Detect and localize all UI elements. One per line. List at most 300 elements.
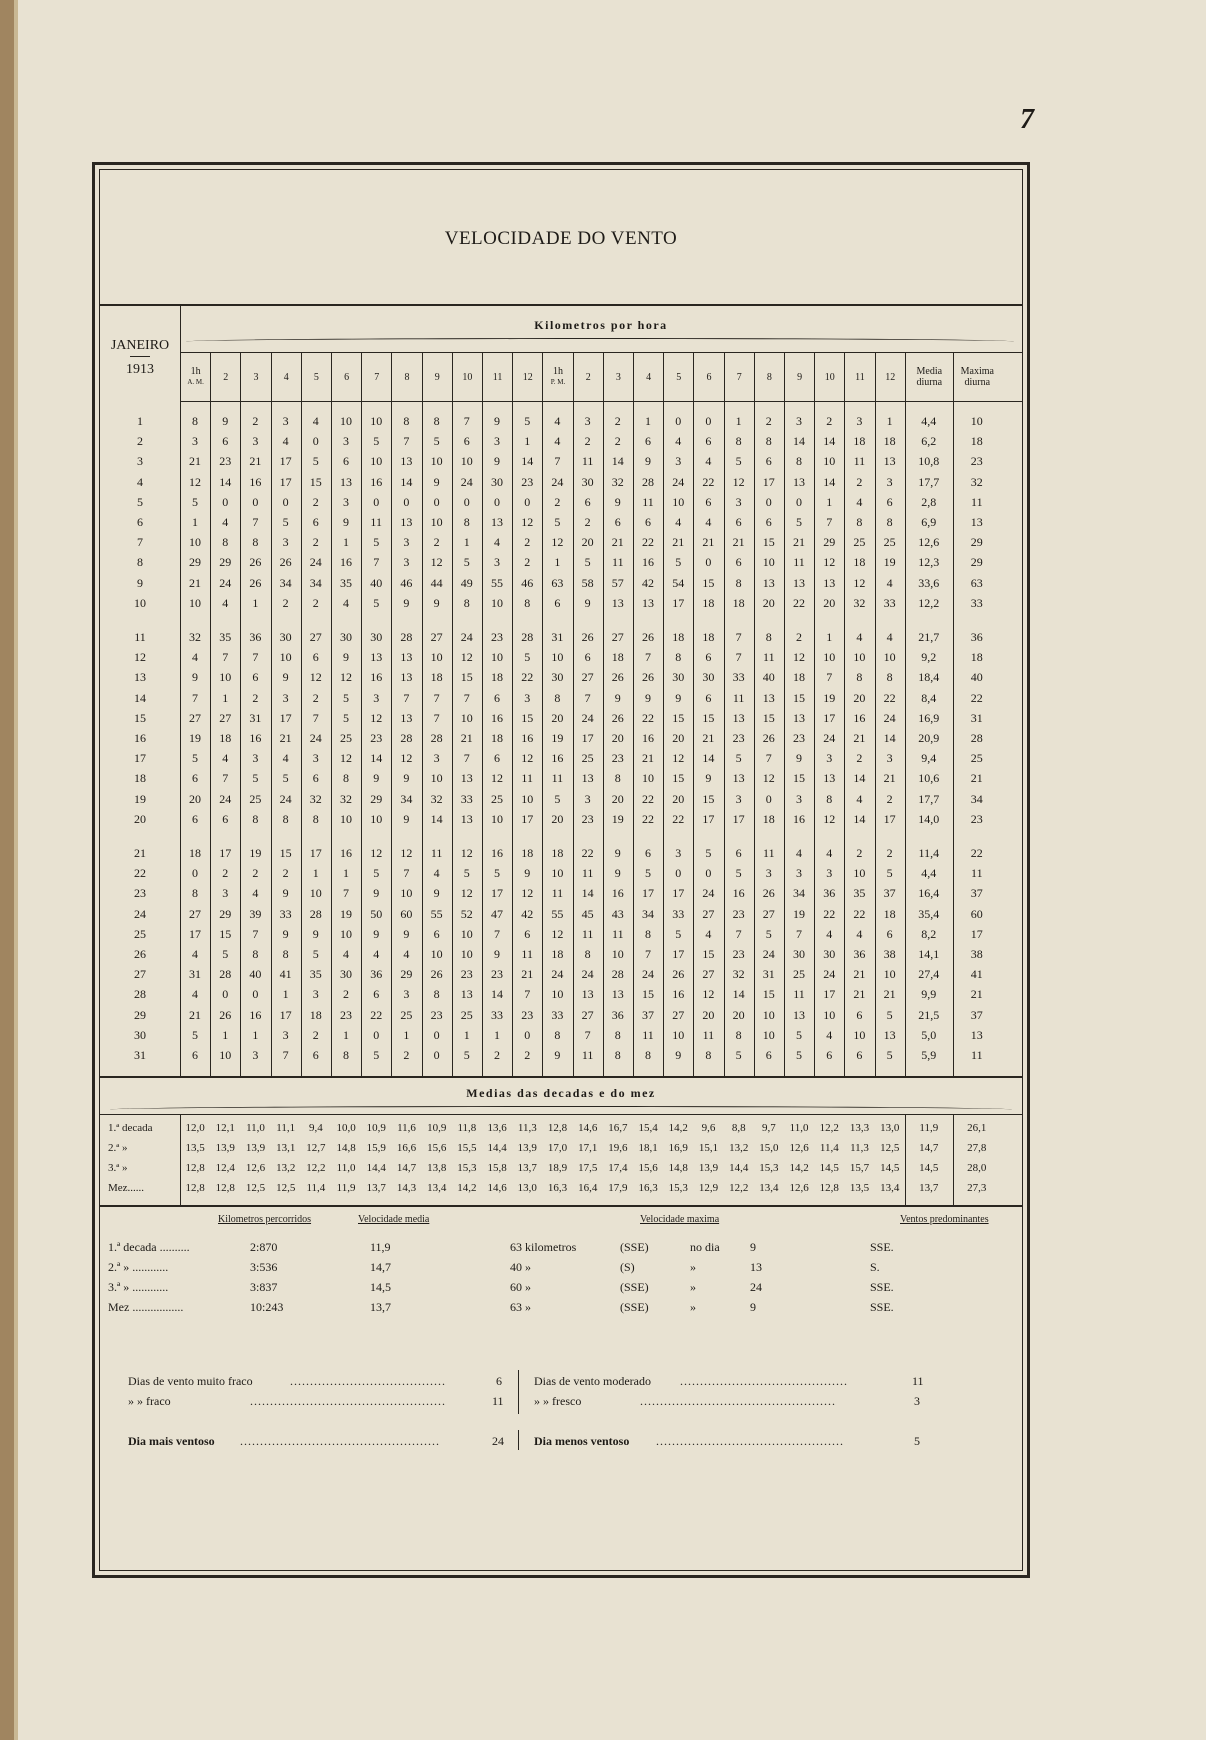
- hour-value: 17: [279, 1007, 292, 1022]
- day-label: 27: [134, 967, 146, 982]
- decada-value: 18,1: [638, 1142, 658, 1154]
- decada-value: 17,9: [608, 1182, 628, 1194]
- hour-value: 9: [282, 670, 289, 685]
- hour-value: 11: [370, 515, 382, 529]
- hour-value: 21: [883, 987, 896, 1002]
- decada-value: 15,9: [366, 1142, 386, 1154]
- hour-value: 7: [373, 555, 380, 570]
- hour-value: 33: [491, 1007, 503, 1022]
- hour-value: 5: [645, 866, 651, 881]
- hour-value: 10: [551, 650, 564, 665]
- hour-value: 8: [433, 987, 440, 1002]
- hour-value: 7: [252, 926, 259, 941]
- hour-value: 10: [491, 811, 503, 826]
- hour-value: 6: [886, 926, 893, 941]
- hour-value: 13: [370, 650, 383, 665]
- hour-value: 4: [192, 987, 198, 1002]
- hour-value: 27: [702, 967, 715, 982]
- hour-value: 11: [551, 771, 564, 786]
- decada-value: 12,8: [185, 1162, 205, 1174]
- moderado-value: 11: [912, 1374, 924, 1388]
- hour-value: 35: [219, 630, 232, 644]
- media-value: 20,9: [918, 731, 940, 745]
- hour-value: 8: [343, 1048, 349, 1062]
- hour-value: 41: [279, 967, 292, 982]
- hour-value: 22: [793, 595, 805, 610]
- hour-value: 6: [584, 494, 591, 509]
- hour-value: 15: [309, 474, 322, 489]
- day-label: 25: [134, 926, 146, 941]
- hour-value: 5: [524, 414, 531, 428]
- max-value: 11: [971, 866, 983, 881]
- hour-value: 7: [252, 515, 259, 529]
- hour-value: 4: [343, 595, 349, 610]
- hour-value: 8: [584, 947, 591, 961]
- book-spine: [0, 0, 14, 1740]
- decada-value: 12,8: [819, 1182, 839, 1194]
- hour-value: 5: [735, 454, 742, 469]
- decada-value: 11,3: [517, 1122, 537, 1134]
- hour-value: 13: [762, 690, 775, 705]
- hour-value: 28: [642, 474, 654, 489]
- max-value: 11: [971, 494, 983, 509]
- hour-value: 10: [853, 1027, 866, 1042]
- hour-value: 5: [765, 926, 772, 941]
- decada-value: 15,0: [759, 1142, 779, 1154]
- day-label: 29: [134, 1007, 146, 1022]
- hour-value: 2: [614, 434, 621, 449]
- dots: .......................................: [290, 1374, 446, 1388]
- hour-value: 2: [433, 535, 440, 550]
- hour-value: 6: [645, 515, 651, 529]
- hour-value: 44: [430, 575, 443, 590]
- decada-value: 13,4: [880, 1182, 900, 1194]
- decada-value: 12,2: [729, 1182, 749, 1194]
- hour-value: 24: [219, 791, 232, 806]
- hour-value: 20: [732, 1007, 745, 1022]
- hour-value: 5: [192, 1027, 198, 1042]
- hour-value: 9: [343, 650, 349, 665]
- hour-value: 3: [494, 555, 500, 570]
- day-label: 17: [134, 751, 146, 766]
- decada-value: 14,5: [880, 1162, 900, 1174]
- hour-value: 15: [279, 846, 292, 860]
- summary-label: Mez .................: [108, 1300, 184, 1314]
- day-label: 6: [137, 515, 143, 529]
- day-label: 8: [137, 555, 143, 570]
- hour-value: 11: [642, 494, 654, 509]
- max-value: 18: [970, 650, 983, 665]
- hour-value: 0: [222, 987, 229, 1002]
- day-label: 3: [137, 454, 143, 469]
- hour-value: 10: [460, 926, 473, 941]
- hour-value: 21: [853, 967, 866, 982]
- hour-value: 27: [189, 906, 201, 921]
- decada-value: 13,9: [245, 1142, 266, 1154]
- hour-value: 1: [463, 1027, 470, 1042]
- table-row: [100, 709, 1022, 729]
- hour-value: 12: [672, 751, 685, 766]
- decada-value: 13,9: [215, 1142, 235, 1154]
- hour-value: 7: [584, 690, 591, 705]
- hour-value: 2: [312, 535, 319, 550]
- summary-label: 1.ª decada ..........: [108, 1240, 190, 1254]
- hour-value: 24: [581, 710, 594, 725]
- hour-value: 18: [551, 846, 564, 860]
- hour-value: 3: [343, 494, 349, 509]
- hour-value: 40: [762, 670, 775, 685]
- hour-value: 4: [312, 414, 319, 428]
- hour-value: 6: [735, 846, 742, 860]
- decada-value: 15,8: [487, 1162, 507, 1174]
- hour-value: 7: [312, 710, 319, 725]
- hour-value: 20: [581, 535, 594, 550]
- hour-value: 22: [370, 1007, 383, 1022]
- hour-value: 11: [612, 926, 624, 941]
- hour-value: 26: [219, 1007, 232, 1022]
- max-value: 10: [970, 414, 983, 428]
- hour-value: 21: [883, 771, 896, 786]
- hour-value: 18: [189, 846, 201, 860]
- hour-value: 9: [524, 866, 531, 881]
- hour-value: 25: [249, 791, 262, 806]
- hour-value: 16: [732, 886, 745, 901]
- hour-value: 32: [611, 474, 624, 489]
- hour-value: 3: [192, 434, 198, 449]
- hour-value: 6: [494, 751, 500, 766]
- hour-value: 24: [460, 630, 473, 644]
- hour-value: 16: [611, 886, 624, 901]
- max-value: 63: [970, 575, 983, 590]
- hour-value: 4: [886, 575, 893, 590]
- direction-value: (SSE): [620, 1300, 649, 1314]
- hour-value: 24: [823, 731, 836, 745]
- day-value: 9: [750, 1300, 756, 1314]
- hour-value: 5: [735, 866, 742, 881]
- hour-value: 10: [219, 1048, 232, 1062]
- hour-value: 15: [702, 710, 715, 725]
- hour-value: 10: [340, 414, 352, 428]
- hour-header: 5: [663, 353, 693, 401]
- media-value: 21,5: [918, 1007, 940, 1022]
- hour-value: 26: [249, 575, 262, 590]
- hour-value: 4: [554, 434, 561, 449]
- column-separator: [518, 1370, 519, 1414]
- hour-value: 13: [460, 811, 473, 826]
- hour-value: 7: [796, 926, 802, 941]
- units-header: Kilometros por hora: [534, 318, 668, 332]
- hour-value: 17: [642, 886, 654, 901]
- max-value: 17: [970, 926, 983, 941]
- hour-value: 4: [675, 434, 682, 449]
- decada-value: 12,8: [547, 1122, 568, 1134]
- direction-value: (S): [620, 1260, 635, 1274]
- column-rule: [180, 1115, 181, 1205]
- hour-value: 11: [732, 690, 745, 705]
- max-value: 22: [970, 690, 983, 705]
- media-value: 16,4: [918, 886, 940, 901]
- decada-max: 26,1: [967, 1122, 987, 1134]
- decada-value: 14,6: [578, 1122, 598, 1134]
- hour-value: 33: [460, 791, 473, 806]
- hour-value: 7: [494, 926, 500, 941]
- hour-header: 11: [844, 353, 874, 401]
- day-label: 18: [134, 771, 146, 786]
- day-value: 24: [750, 1280, 762, 1294]
- day-prefix: no dia: [690, 1240, 720, 1254]
- hour-value: 15: [219, 926, 232, 941]
- hour-value: 26: [642, 670, 654, 685]
- hour-value: 8: [312, 811, 319, 826]
- hour-value: 4: [222, 595, 229, 610]
- hour-value: 12: [521, 515, 534, 529]
- hour-value: 4: [856, 494, 863, 509]
- vel-max-value: 63 kilometros: [510, 1240, 577, 1254]
- hour-value: 6: [463, 434, 470, 449]
- column-separator: [518, 1430, 519, 1450]
- hour-value: 60: [400, 906, 413, 921]
- hour-value: 15: [642, 987, 654, 1002]
- hour-value: 20: [823, 595, 836, 610]
- media-value: 27,4: [918, 967, 940, 982]
- hour-value: 20: [762, 595, 775, 610]
- hour-value: 11: [581, 926, 594, 941]
- book-spine-edge: [14, 0, 18, 1740]
- hour-value: 6: [856, 1007, 863, 1022]
- hour-value: 55: [551, 906, 564, 921]
- hour-value: 8: [705, 1048, 712, 1062]
- hour-value: 13: [611, 595, 624, 610]
- hour-value: 10: [672, 494, 685, 509]
- hour-header: 8: [391, 353, 421, 401]
- hour-value: 2: [403, 1048, 410, 1062]
- hour-header-row: [180, 352, 1022, 402]
- hour-value: 0: [705, 414, 712, 428]
- hour-value: 18: [762, 811, 775, 826]
- hour-value: 3: [886, 751, 893, 766]
- hour-value: 12: [853, 575, 866, 590]
- hour-value: 2: [312, 595, 319, 610]
- hour-value: 17: [491, 886, 503, 901]
- decada-value: 11,0: [789, 1122, 809, 1134]
- vel-media-header: Velocidade media: [358, 1214, 430, 1225]
- day-label: 30: [134, 1027, 146, 1042]
- media-value: 18,4: [918, 670, 940, 685]
- hour-value: 15: [702, 575, 715, 590]
- hour-value: 5: [373, 1048, 380, 1062]
- hour-value: 24: [883, 710, 896, 725]
- hour-value: 10: [309, 886, 322, 901]
- table-row: [100, 884, 1022, 904]
- hour-value: 16: [370, 474, 383, 489]
- hour-value: 10: [551, 987, 564, 1002]
- hour-value: 15: [762, 987, 775, 1002]
- hour-value: 1: [343, 535, 349, 550]
- hour-header: 3: [603, 353, 633, 401]
- hour-value: 6: [735, 555, 742, 570]
- decada-value: 16,7: [608, 1122, 628, 1134]
- decada-value: 15,4: [638, 1122, 658, 1134]
- day-prefix: »: [690, 1280, 696, 1294]
- decada-value: 13,7: [517, 1162, 537, 1174]
- table-row: [100, 729, 1022, 749]
- hour-value: 5: [343, 690, 349, 705]
- hour-value: 3: [312, 751, 319, 766]
- table-row: [100, 628, 1022, 648]
- hour-value: 14: [370, 751, 383, 766]
- decada-value: 10,9: [366, 1122, 386, 1134]
- hour-value: 36: [853, 947, 866, 961]
- hour-value: 16: [249, 731, 262, 745]
- hour-value: 12: [400, 846, 413, 860]
- hour-value: 7: [463, 751, 470, 766]
- hour-value: 10: [853, 866, 866, 881]
- decada-value: 18,9: [547, 1162, 568, 1174]
- hour-value: 16: [793, 811, 805, 826]
- max-value: 41: [970, 967, 983, 982]
- year-label: 1913: [126, 362, 154, 377]
- decada-value: 14,6: [487, 1182, 507, 1194]
- table-row: [100, 452, 1022, 472]
- hour-value: 16: [249, 1007, 262, 1022]
- hour-value: 36: [370, 967, 383, 982]
- hour-value: 5: [735, 1048, 742, 1062]
- hour-value: 26: [279, 555, 292, 570]
- hour-value: 11: [853, 454, 866, 469]
- decada-value: 13,9: [698, 1162, 719, 1174]
- hour-value: 0: [373, 494, 380, 509]
- hour-value: 2: [856, 846, 863, 860]
- hour-value: 14: [732, 987, 745, 1002]
- hour-value: 22: [702, 474, 715, 489]
- hour-value: 7: [645, 650, 651, 665]
- decada-value: 14,7: [396, 1162, 417, 1174]
- hour-value: 9: [494, 414, 500, 428]
- hour-value: 10: [762, 1007, 775, 1022]
- table-row: [100, 769, 1022, 789]
- hour-value: 0: [463, 494, 470, 509]
- hour-value: 23: [793, 731, 805, 745]
- hour-value: 32: [853, 595, 866, 610]
- max-value: 29: [970, 555, 983, 570]
- hour-value: 7: [433, 690, 440, 705]
- hour-value: 2: [765, 414, 772, 428]
- hour-value: 5: [675, 555, 682, 570]
- hour-value: 24: [702, 886, 715, 901]
- hour-value: 17: [219, 846, 232, 860]
- hour-value: 33: [551, 1007, 564, 1022]
- max-value: 13: [970, 1027, 983, 1042]
- hour-value: 23: [732, 947, 745, 961]
- decada-value: 12,5: [245, 1182, 266, 1194]
- max-value: 36: [970, 630, 983, 644]
- hour-header: 12: [512, 353, 542, 401]
- hour-value: 30: [793, 947, 805, 961]
- hour-value: 13: [793, 1007, 805, 1022]
- hour-value: 15: [460, 670, 473, 685]
- mais-ventoso-label: Dia mais ventoso: [128, 1434, 215, 1448]
- hour-value: 21: [672, 535, 685, 550]
- decada-value: 13,0: [880, 1122, 900, 1134]
- hour-value: 14: [491, 987, 503, 1002]
- hour-value: 21: [732, 535, 745, 550]
- hour-value: 15: [793, 690, 805, 705]
- hour-value: 10: [340, 811, 352, 826]
- hour-value: 13: [732, 710, 745, 725]
- hour-value: 13: [460, 771, 473, 786]
- hour-value: 10: [823, 650, 836, 665]
- hour-value: 15: [793, 771, 805, 786]
- day-label: 13: [134, 670, 146, 685]
- hour-value: 35: [853, 886, 866, 901]
- hour-value: 38: [883, 947, 896, 961]
- maxima-header: Maxima diurna: [953, 353, 1001, 401]
- title-area: [100, 170, 1022, 306]
- decada-value: 14,2: [457, 1182, 477, 1194]
- hour-value: 39: [249, 906, 262, 921]
- decada-label: 2.ª »: [108, 1142, 128, 1154]
- hour-value: 6: [886, 494, 893, 509]
- hour-value: 4: [856, 630, 863, 644]
- hour-value: 33: [883, 595, 896, 610]
- table-row: [100, 749, 1022, 769]
- hour-value: 26: [672, 967, 685, 982]
- hour-value: 25: [460, 1007, 473, 1022]
- hour-value: 5: [282, 771, 289, 786]
- hour-value: 13: [581, 771, 594, 786]
- hour-value: 29: [219, 555, 232, 570]
- hour-value: 16: [642, 731, 654, 745]
- hour-value: 40: [370, 575, 383, 590]
- hour-value: 10: [460, 710, 473, 725]
- hour-value: 29: [219, 906, 232, 921]
- day-label: 9: [137, 575, 143, 590]
- decada-value: 9,7: [762, 1122, 776, 1134]
- hour-value: 9: [403, 811, 410, 826]
- decada-value: 13,3: [849, 1122, 870, 1134]
- hour-value: 9: [614, 494, 621, 509]
- decada-value: 16,9: [668, 1142, 688, 1154]
- hour-value: 9: [373, 886, 380, 901]
- dots: .................................................: [640, 1394, 836, 1408]
- hour-value: 12: [340, 670, 352, 685]
- hour-value: 7: [554, 454, 561, 469]
- hour-value: 12: [460, 650, 473, 665]
- hour-value: 8: [192, 414, 198, 428]
- hour-value: 14: [853, 771, 866, 786]
- hour-value: 21: [460, 731, 473, 745]
- hour-value: 22: [672, 811, 685, 826]
- hour-value: 36: [611, 1007, 624, 1022]
- table-row: [100, 412, 1022, 432]
- hour-value: 4: [192, 947, 198, 961]
- hour-value: 3: [735, 494, 742, 509]
- hour-header: 7: [724, 353, 754, 401]
- hour-value: 5: [463, 1048, 470, 1062]
- hour-value: 4: [343, 947, 349, 961]
- decada-value: 14,4: [366, 1162, 386, 1174]
- hour-value: 18: [521, 846, 534, 860]
- hour-value: 27: [309, 630, 322, 644]
- hour-value: 3: [856, 414, 863, 428]
- media-value: 4,4: [921, 414, 937, 428]
- decada-value: 13,2: [729, 1142, 749, 1154]
- hour-value: 7: [222, 650, 229, 665]
- decada-value: 12,6: [789, 1142, 809, 1154]
- day-label: 1: [137, 414, 143, 428]
- media-value: 11,4: [918, 846, 940, 860]
- decada-value: 12,5: [276, 1182, 296, 1194]
